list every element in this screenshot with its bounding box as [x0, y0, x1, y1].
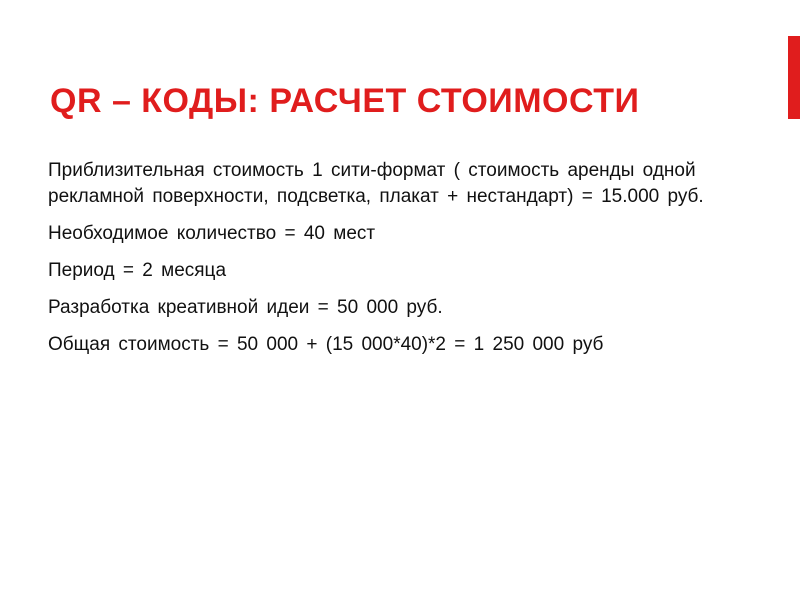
- paragraph-period: Период = 2 месяца: [48, 260, 227, 281]
- paragraph-total-cost: Общая стоимость = 50 000 + (15 000*40)*2 = 1 250 000 руб: [48, 334, 604, 355]
- slide-body: [48, 158, 708, 369]
- paragraph-creative-cost: Разработка креативной идеи = 50 000 руб.: [48, 297, 443, 318]
- slide-title: QR – КОДЫ: РАСЧЕТ СТОИМОСТИ: [50, 82, 640, 120]
- paragraph-approx-cost: Приблизительная стоимость 1 сити-формат ( стоимость аренды одной рекламной поверхности, подсветка, плакат + нестандарт) = 15.000 руб.: [48, 160, 704, 207]
- paragraph-quantity: Необходимое количество = 40 мест: [48, 223, 376, 244]
- accent-bar: [788, 36, 800, 119]
